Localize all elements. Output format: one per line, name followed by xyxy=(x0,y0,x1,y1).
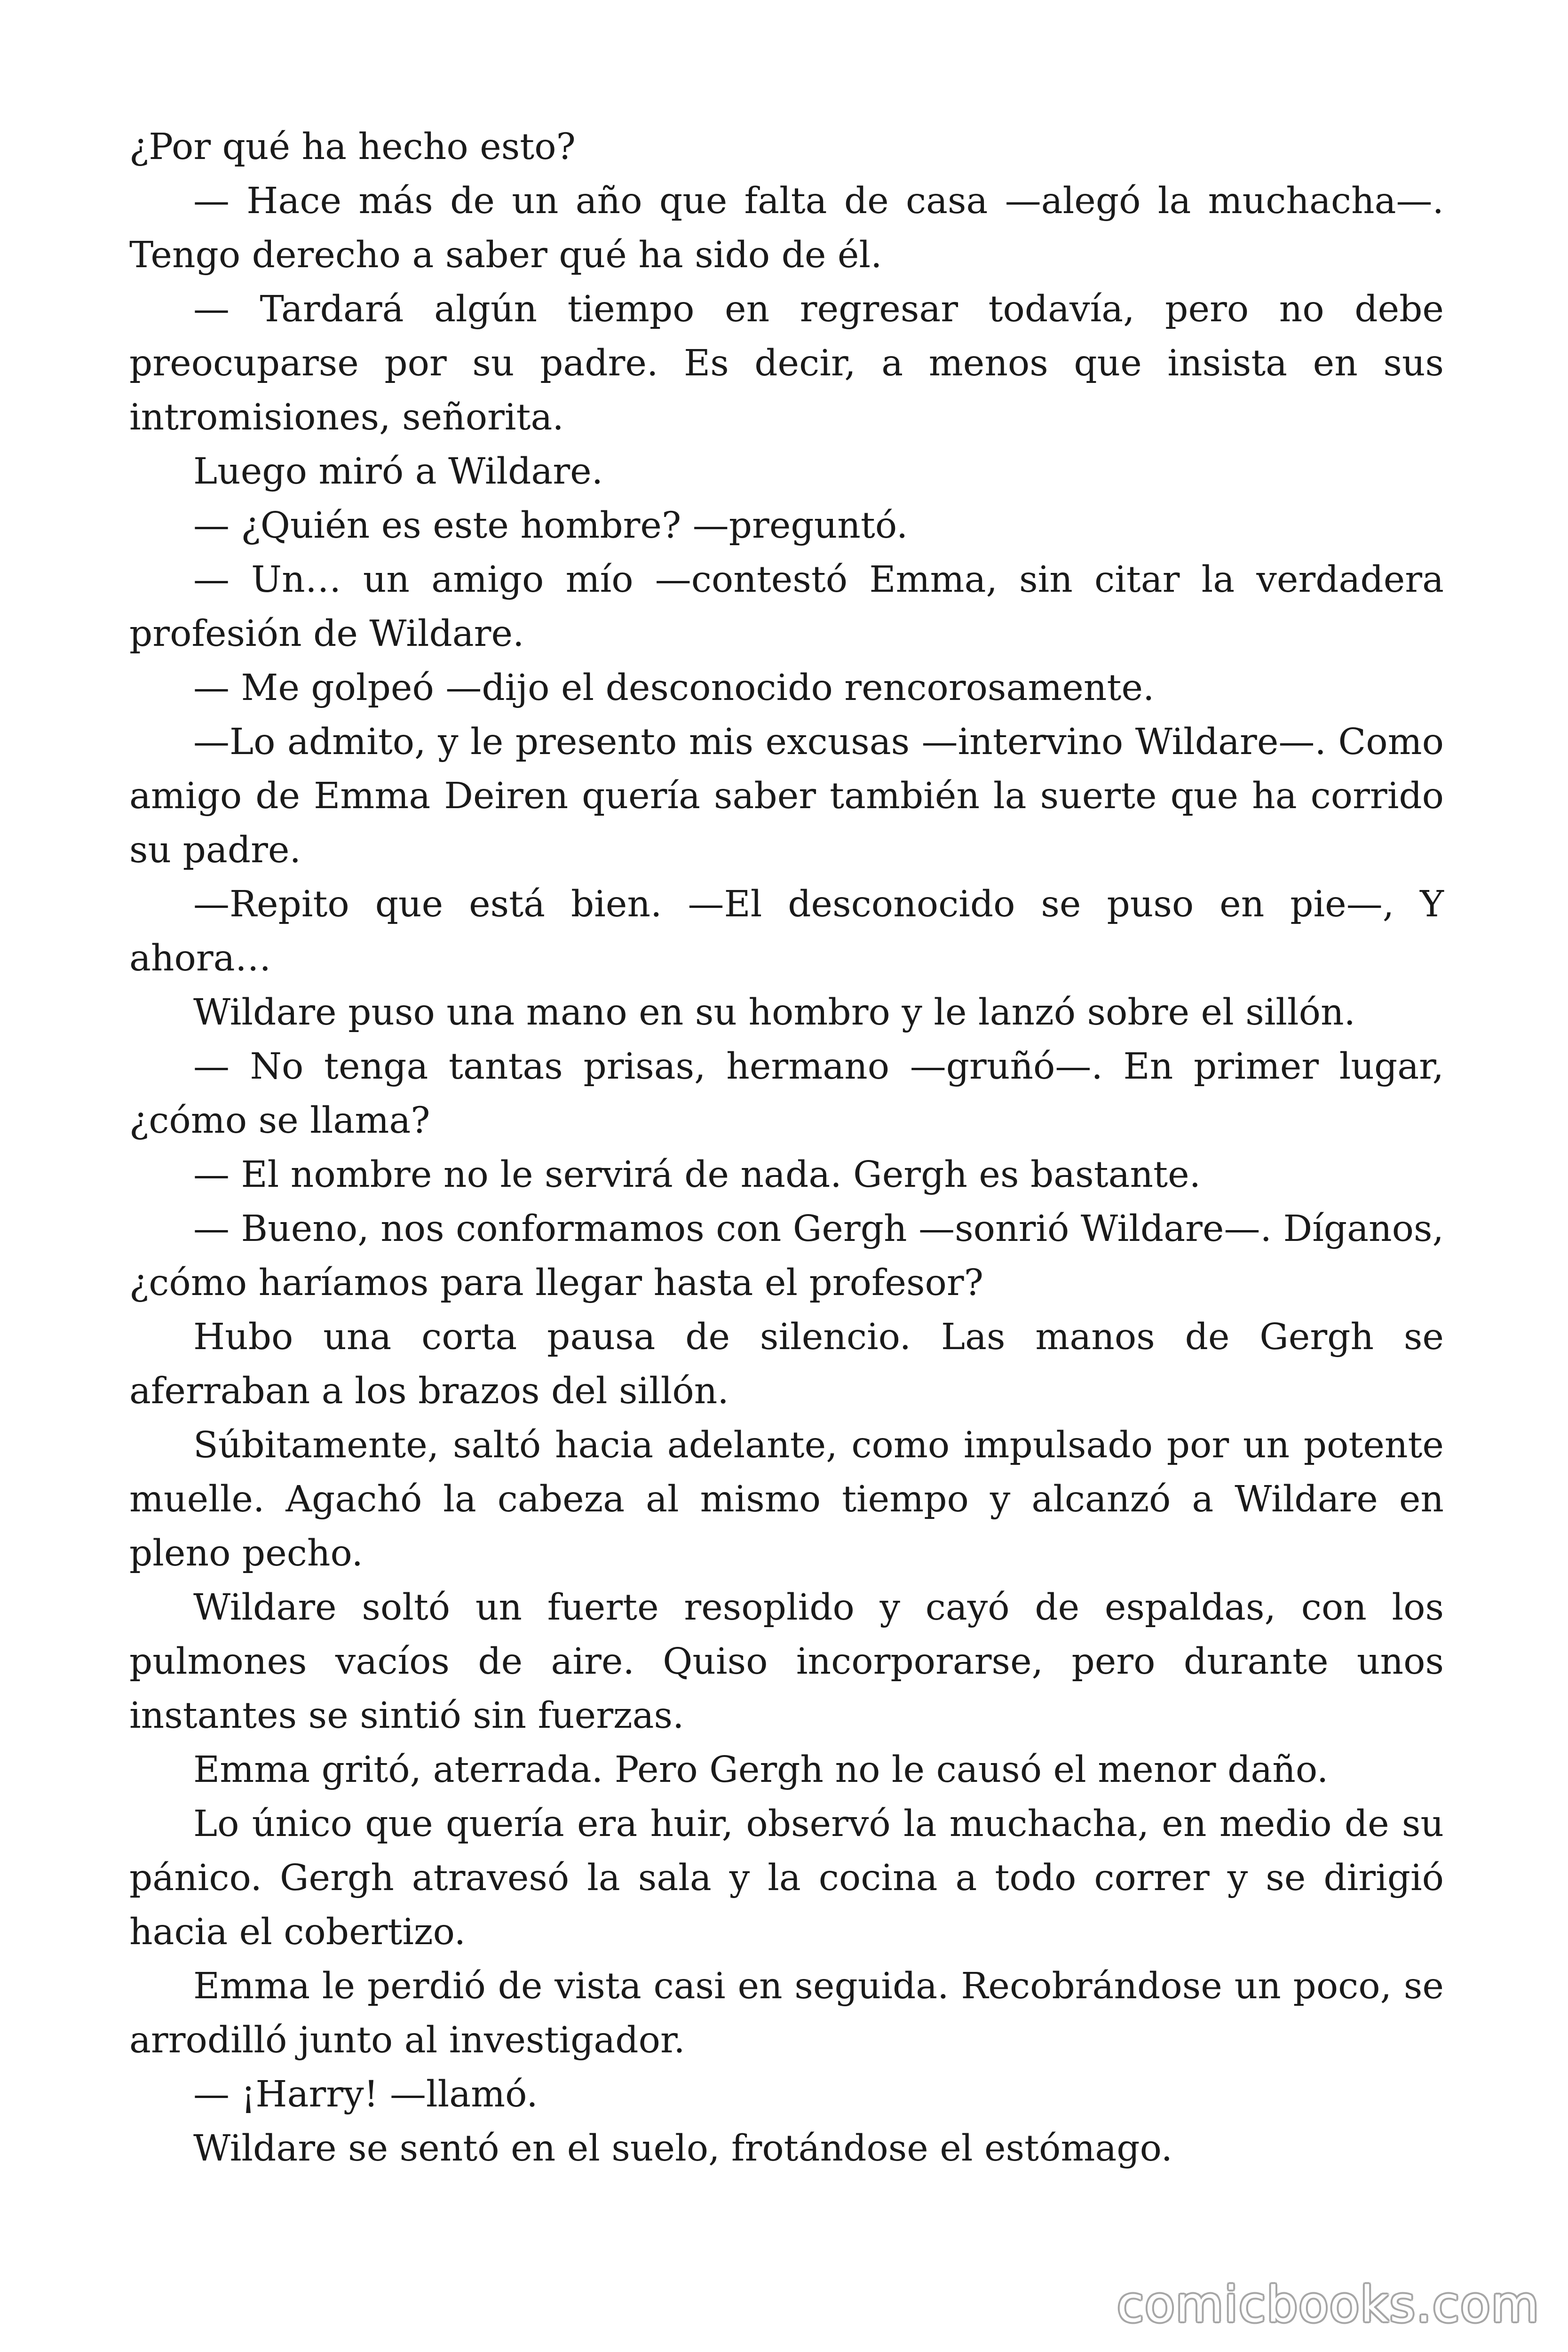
paragraph-3: — Tardará algún tiempo en regresar todavía, pero no debe preocuparse por su padre. Es decir, a menos que insista en sus intromisiones, señorita. xyxy=(129,288,1444,438)
paragraph-13: — Bueno, nos conformamos con Gergh —sonrió Wildare—. Díganos, ¿cómo haríamos para llegar hasta el profesor? xyxy=(129,1208,1444,1304)
paragraph-6: — Un… un amigo mío —contestó Emma, sin citar la verdadera profesión de Wildare. xyxy=(129,559,1444,655)
paragraph-15: Súbitamente, saltó hacia adelante, como impulsado por un potente muelle. Agachó la cabeza al mismo tiempo y alcanzó a Wildare en pleno pecho. xyxy=(129,1424,1444,1574)
paragraph-14: Hubo una corta pausa de silencio. Las manos de Gergh se aferraban a los brazos del sillón. xyxy=(129,1316,1444,1412)
paragraph-10: Wildare puso una mano en su hombro y le lanzó sobre el sillón. xyxy=(193,992,1356,1033)
paragraph-18: Lo único que quería era huir, observó la muchacha, en medio de su pánico. Gergh atravesó la sala y la cocina a todo correr y se dirigió hacia el cobertizo. xyxy=(129,1803,1444,1953)
body-text xyxy=(129,120,1444,2176)
paragraph-4: Luego miró a Wildare. xyxy=(193,451,603,493)
paragraph-1: ¿Por qué ha hecho esto? xyxy=(129,126,576,168)
paragraph-9: —Repito que está bien. —El desconocido se puso en pie—, Y ahora… xyxy=(129,883,1444,979)
watermark: comicbooks.com xyxy=(1117,2276,1540,2333)
paragraph-8: —Lo admito, y le presento mis excusas —intervino Wildare—. Como amigo de Emma Deiren quería saber también la suerte que ha corrido su padre. xyxy=(129,721,1444,871)
paragraph-11: — No tenga tantas prisas, hermano —gruñó—. En primer lugar, ¿cómo se llama? xyxy=(129,1046,1444,1142)
paragraph-21: Wildare se sentó en el suelo, frotándose el estómago. xyxy=(193,2128,1173,2169)
paragraph-7: — Me golpeó —dijo el desconocido rencorosamente. xyxy=(193,667,1155,709)
paragraph-19: Emma le perdió de vista casi en seguida. Recobrándose un poco, se arrodilló junto al investigador. xyxy=(129,1965,1444,2061)
paragraph-12: — El nombre no le servirá de nada. Gergh es bastante. xyxy=(193,1154,1201,1196)
paragraph-20: — ¡Harry! —llamó. xyxy=(193,2074,538,2115)
paragraph-2: — Hace más de un año que falta de casa —alegó la muchacha—. Tengo derecho a saber qué ha sido de él. xyxy=(129,180,1444,276)
paragraph-16: Wildare soltó un fuerte resoplido y cayó de espaldas, con los pulmones vacíos de aire. Quiso incorporarse, pero durante unos instantes se sintió sin fuerzas. xyxy=(129,1587,1444,1737)
paragraph-5: — ¿Quién es este hombre? —preguntó. xyxy=(193,505,908,547)
paragraph-17: Emma gritó, aterrada. Pero Gergh no le causó el menor daño. xyxy=(193,1749,1329,1791)
